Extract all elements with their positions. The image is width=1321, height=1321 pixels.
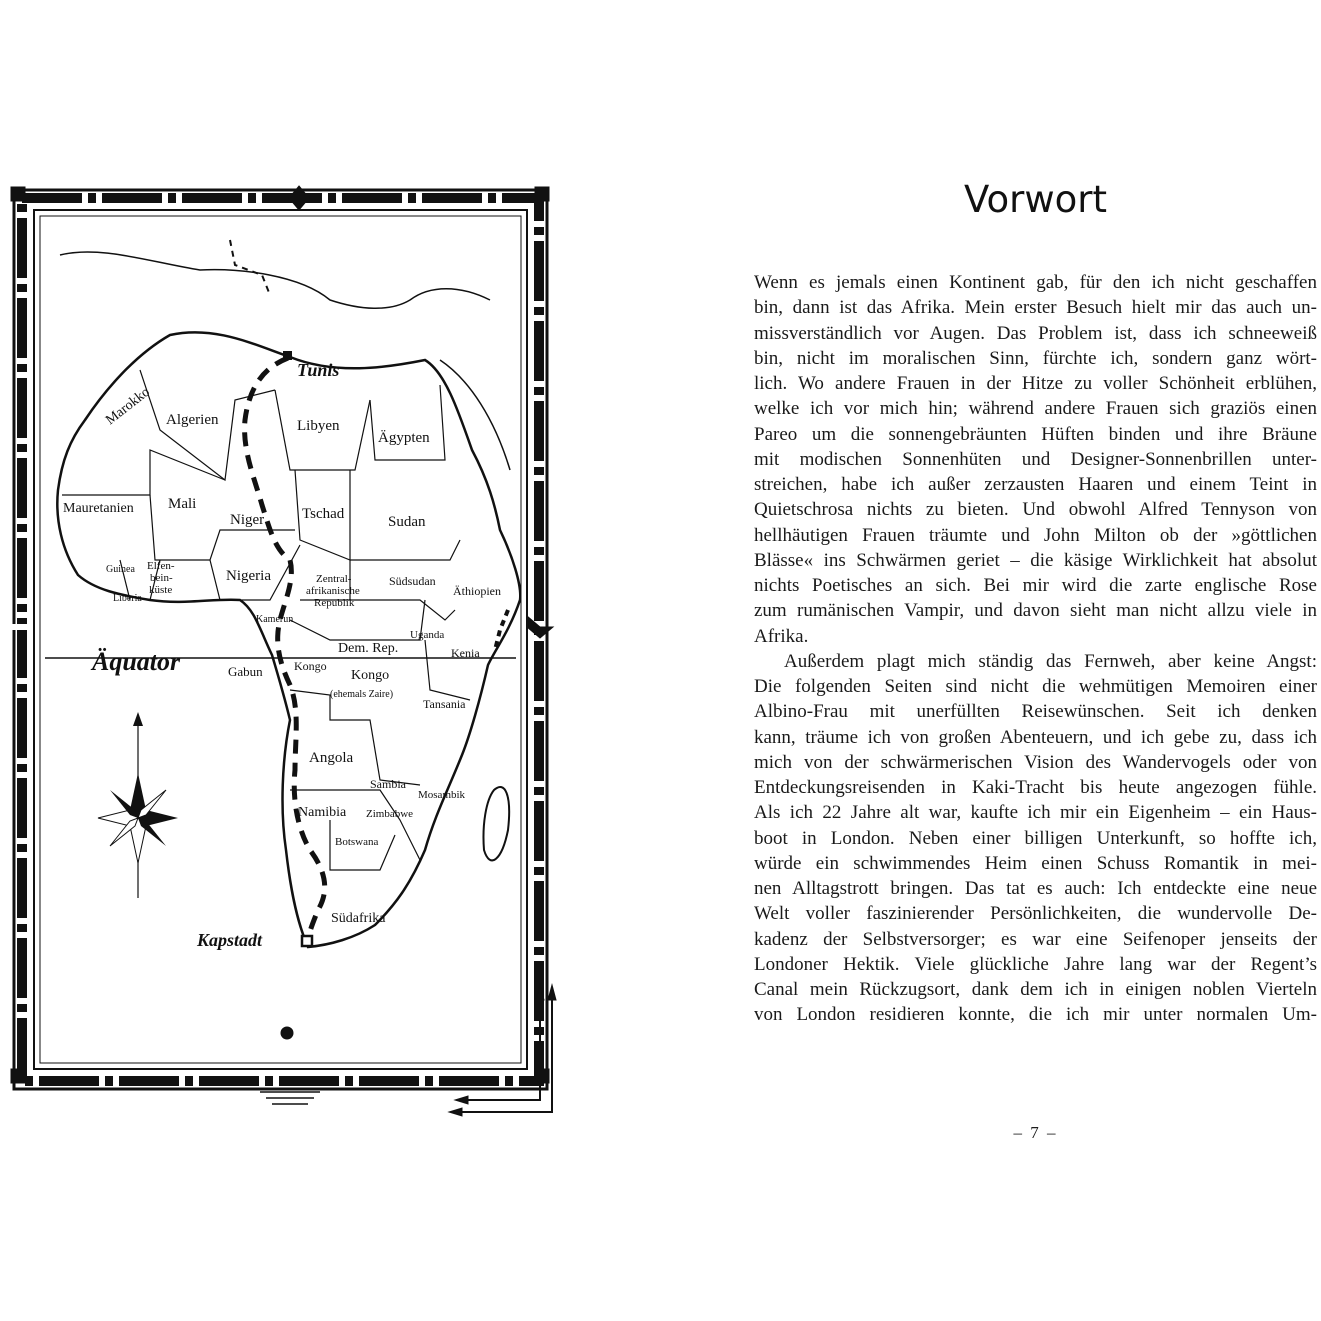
label-suedafrika: Südafrika <box>331 911 386 926</box>
text-line: Als ich 22 Jahre alt war, kaufte ich mir ein Eigenheim – ein Haus- <box>754 802 1317 824</box>
text-line: Wenn es jemals einen Kontinent gab, für den ich nicht geschaffen <box>754 272 1317 293</box>
body-text <box>754 270 1317 1028</box>
label-sambia: Sambia <box>370 777 406 791</box>
label-zimbabwe: Zimbabwe <box>366 808 414 820</box>
label-gabun: Gabun <box>228 664 263 679</box>
text-line: kann, träume ich von großen Abenteuern, und ich gebe zu, dass ich <box>754 726 1317 748</box>
text-line: Londoner Hektik. Viele glückliche Jahre lang war der Regent’s <box>754 953 1317 975</box>
text-line: kadenz der Selbstversorger; es war eine Seifenoper jenseits der <box>754 928 1317 950</box>
text-line: zum rumänischen Vampir, und davon sieht man nicht allzu viele in <box>754 600 1317 622</box>
label-algerien: Algerien <box>166 412 219 428</box>
label-kongo-drc: Kongo <box>351 668 390 683</box>
africa-map <box>0 0 660 1321</box>
label-tschad: Tschad <box>302 506 345 522</box>
text-line: nichts Poetisches an sich. Bei mir wird die zarte englische Rose <box>754 575 1317 596</box>
text-line: boot in London. Neben einer billigen Unterkunft, so hoffte ich, <box>754 827 1317 849</box>
label-tansania: Tansania <box>423 697 466 711</box>
label-elfenbein-2: bein- <box>150 572 173 584</box>
kapstadt-marker <box>302 936 312 946</box>
label-aequator: Äquator <box>92 647 181 676</box>
text-line: Afrika. <box>754 625 809 647</box>
text-line: lich. Wo andere Frauen in der Hitze zu voller Schönheit erblühen, <box>754 373 1317 394</box>
text-line: mit modischen Sonnenhüten und Designer-Sonnenbrillen unter- <box>754 448 1317 470</box>
tunis-marker <box>283 351 292 360</box>
label-namibia: Namibia <box>298 805 347 820</box>
label-angola: Angola <box>309 750 354 766</box>
label-mali: Mali <box>168 496 197 512</box>
label-zentral-2: afrikanische <box>306 585 360 597</box>
text-line: Entdeckungsreisenden in Kaki-Tracht bis heute angezogen fühle. <box>754 777 1317 798</box>
label-guinea: Guinea <box>106 564 135 575</box>
label-marokko: Marokko <box>103 384 153 429</box>
label-zentral-3: Republik <box>314 597 355 609</box>
label-mauretanien: Mauretanien <box>63 501 134 516</box>
label-tunis: Tunis <box>297 360 340 380</box>
text-line: von London residieren konnte, die ich mir unter normalen Um- <box>754 1004 1317 1026</box>
text-line: Außerdem plagt mich ständig das Fernweh, aber keine Angst: <box>784 650 1317 672</box>
label-zentral-1: Zentral- <box>316 573 352 585</box>
route-north <box>230 240 270 295</box>
text-line: Pareo um die sonnengebräunten Hüften binden und ihre Bräune <box>754 423 1317 445</box>
text-line: würde ein schwimmendes Heim einen Schuss Romantik in mei- <box>754 852 1317 874</box>
text-line: bin, nicht im moralischen Sinn, fürchte ich, sondern ganz wört- <box>754 347 1317 369</box>
label-ehemals-zaire: (ehemals Zaire) <box>330 689 394 700</box>
label-elfenbein-3: küste <box>149 584 173 596</box>
label-libyen: Libyen <box>297 418 340 434</box>
text-line: Albino-Frau mit unerfüllten Reisewünschen. Seit ich denken <box>754 701 1317 723</box>
label-kongo: Kongo <box>294 659 327 673</box>
label-demrep: Dem. Rep. <box>338 641 399 656</box>
label-nigeria: Nigeria <box>226 568 271 584</box>
text-line: nen Alltagstrott bringen. Das tat es auch: Ich entdeckte eine neue <box>754 878 1317 899</box>
travel-route <box>245 358 325 942</box>
text-line: missverständlich vor Augen. Das Problem ist, dass ich schneeweiß <box>754 322 1317 344</box>
label-sudan: Sudan <box>388 514 426 530</box>
chapter-heading: Vorwort <box>964 178 1107 221</box>
label-elfenbein-1: Elfen- <box>147 560 175 572</box>
text-line: Die folgenden Seiten sind nicht die wehmütigen Memoiren einer <box>754 676 1317 697</box>
text-line: welke ich vor mich hin; während andere Frauen sich graziös einen <box>754 398 1317 420</box>
label-aegypten: Ägypten <box>378 430 430 446</box>
text-line: hellhäutigen Frauen träumte und John Milton ob der »göttlichen <box>754 524 1317 546</box>
label-botswana: Botswana <box>335 836 379 848</box>
europe-coast <box>60 252 490 308</box>
text-page <box>754 0 1317 1321</box>
text-line: Quietschrosa nichts zu bieten. Und obwohl Alfred Tennyson von <box>754 499 1317 521</box>
text-line: streichen, habe ich außer zerzausten Haaren und einem Teint in <box>754 474 1317 495</box>
label-kapstadt: Kapstadt <box>197 930 263 950</box>
country-labels <box>63 360 501 950</box>
label-kenia: Kenia <box>451 646 480 660</box>
label-kamerun: Kamerun <box>256 614 294 625</box>
text-line: bin, dann ist das Afrika. Mein erster Besuch hielt mir das auch un- <box>754 297 1317 319</box>
label-niger: Niger <box>230 512 265 528</box>
label-mosambik: Mosambik <box>418 789 466 801</box>
compass-rose-icon <box>98 712 178 898</box>
map-page <box>0 0 660 1321</box>
africa-outline <box>57 332 520 947</box>
label-suedsudan: Südsudan <box>389 574 436 588</box>
label-aethiopien: Äthiopien <box>453 584 501 598</box>
text-line: mich von der schwärmerischen Vision des Wandervogels oder von <box>754 751 1317 773</box>
page-number: – 7 – <box>1013 1123 1058 1142</box>
text-line: Canal mein Rückzugsort, dank dem ich in einigen noblen Vierteln <box>754 979 1317 1000</box>
label-uganda: Uganda <box>410 629 445 641</box>
text-line: Welt voller faszinierender Persönlichkeiten, die wundervolle De- <box>754 903 1317 925</box>
madagascar <box>483 787 509 860</box>
text-line: Blässe« ins Schwärmen geriet – die käsige Wirklichkeit hat absolut <box>754 549 1317 571</box>
label-liberia: Liberia <box>113 593 142 604</box>
